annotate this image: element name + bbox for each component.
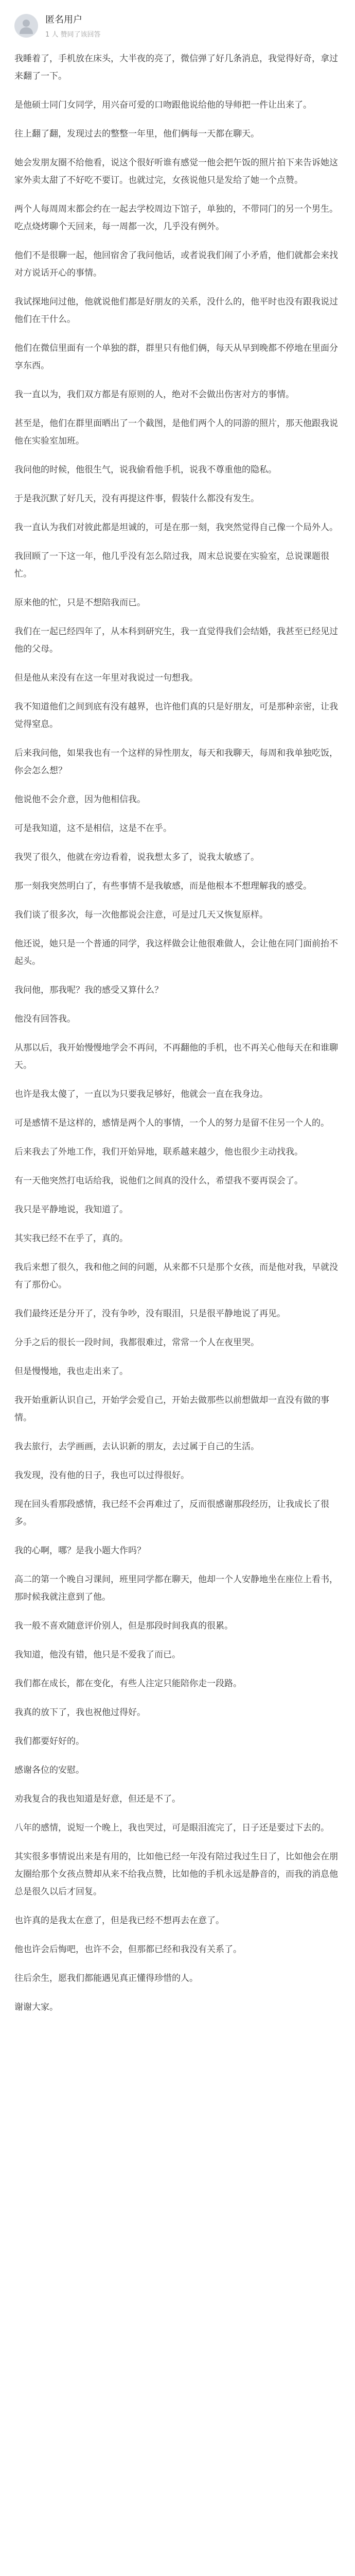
answer-paragraph: 我的心啊，哪？是我小题大作吗？ [14,1546,146,1556]
answer-paragraph: 她会发朋友圈不给他看，说这个很好听谁有感觉一他会把午饭的照片拍下来告诉她这家外卖太甜了不好吃不要订。也就过完，女孩说他只是发给了她一个点赞。 [14,158,338,185]
answer-paragraph: 是他硕士同门女同学，用兴奋可爱的口吻跟他说给他的导师把一件让出来了。 [14,100,312,110]
answer-paragraph: 我睡着了，手机放在床头，大半夜的亮了，微信弹了好几条消息，我觉得好奇，拿过来翻了一下。 [14,54,338,81]
answer-header [0,0,355,46]
answer-paragraph: 他说他不会介意，因为他相信我。 [14,794,146,805]
answer-paragraph: 我们谈了很多次，每一次他都说会注意，可是过几天又恢复原样。 [14,910,268,920]
anonymous-user-icon [17,17,35,35]
answer-paragraph: 我后来想了很久，我和他之间的问题，从来都不只是那个女孩，而是他对我，早就没有了那份心。 [14,1262,338,1290]
answer-paragraph: 甚至是，他们在群里面晒出了一个截图，是他们两个人的同游的照片，那天他跟我说他在实验室加班。 [14,418,338,446]
answer-paragraph: 高二的第一个晚自习课间，班里同学都在聊天，他却一个人安静地坐在座位上看书，那时候我就注意到了他。 [14,1574,338,1602]
answer-paragraph: 我一般不喜欢随意评价别人，但是那段时间我真的很累。 [14,1621,233,1631]
answer-paragraph: 于是我沉默了好几天，没有再提这件事，假装什么都没有发生。 [14,494,259,504]
answer-paragraph: 可是我知道，这不是相信，这是不在乎。 [14,823,172,834]
answer-paragraph: 他没有回答我。 [14,1014,76,1024]
answer-paragraph: 我们最终还是分开了，没有争吵，没有眼泪，只是很平静地说了再见。 [14,1309,286,1319]
answer-paragraph: 我只是平静地说，我知道了。 [14,1205,128,1215]
answer-paragraph: 分手之后的很长一段时间，我都很难过，常常一个人在夜里哭。 [14,1337,259,1348]
answer-paragraph: 两个人每周周末都会约在一起去学校周边下馆子，单独的，不带同门的另一个男生。吃点烧烤聊个天回来，每一周都一次，几乎没有例外。 [14,204,338,232]
answer-paragraph: 现在回头看那段感情，我已经不会再难过了，反而很感谢那段经历，让我成长了很多。 [14,1499,329,1527]
answer-paragraph: 他也许会后悔吧，也许不会，但那都已经和我没有关系了。 [14,1944,242,1955]
answer-paragraph: 我们在一起已经四年了，从本科到研究生，我一直觉得我们会结婚，我甚至已经见过他的父母。 [14,626,338,654]
answer-paragraph: 谢谢大家。 [14,2002,58,2012]
answer-paragraph: 后来我去了外地工作，我们开始异地，联系越来越少，他也很少主动找我。 [14,1147,303,1157]
answer-paragraph: 往上翻了翻，发现过去的整整一年里，他们俩每一天都在聊天。 [14,129,259,139]
answer-paragraph: 其实很多事情说出来是有用的，比如他已经一年没有陪过我过生日了，比如他会在朋友圈给那个女孩点赞却从来不给我点赞，比如他的手机永远是静音的，而我的消息他总是很久以后才回复。 [14,1852,338,1897]
answer-paragraph: 其实我已经不在乎了，真的。 [14,1233,128,1244]
answer-paragraph: 我问他，那我呢？我的感受又算什么？ [14,985,163,995]
answer-paragraph: 感谢各位的安慰。 [14,1765,84,1775]
answer-paragraph: 八年的感情，说短一个晚上，我也哭过，可是眼泪流完了，日子还是要过下去的。 [14,1823,329,1833]
answer-paragraph: 我们都要好好的。 [14,1736,84,1747]
answer-paragraph: 我不知道他们之间到底有没有越界，也许他们真的只是好朋友，可是那种亲密，让我觉得窒息。 [14,702,338,730]
answer-paragraph: 我回顾了一下这一年，他几乎没有怎么陪过我，周末总说要在实验室，总说课题很忙。 [14,551,329,579]
answer-paragraph: 我开始重新认识自己，开始学会爱自己，开始去做那些以前想做却一直没有做的事情。 [14,1395,329,1423]
answer-paragraph: 我试探地问过他，他就说他们都是好朋友的关系，没什么的，他平时也没有跟我说过他们在干什么。 [14,297,338,325]
answer-paragraph: 我真的放下了，我也祝他过得好。 [14,1707,146,1718]
answer-paragraph: 我一直以为，我们双方都是有原则的人，绝对不会做出伤害对方的事情。 [14,389,294,400]
answer-paragraph: 他们不是很聊一起，他回宿舍了我问他话，或者说我们闹了小矛盾，他们就都会来找对方说话开心的事情。 [14,250,338,278]
answer-paragraph: 劝我复合的我也知道是好意，但还是不了。 [14,1794,181,1804]
author-name[interactable]: 匿名用户 [45,14,82,25]
answer-paragraph: 也许是我太傻了，一直以为只要我足够好，他就会一直在我身边。 [14,1089,268,1099]
answer-paragraph: 我哭了很久，他就在旁边看着，说我想太多了，说我太敏感了。 [14,852,259,862]
answer-paragraph: 后来我问他，如果我也有一个这样的异性朋友，每天和我聊天，每周和我单独吃饭，你会怎么想？ [14,748,338,776]
answer-paragraph: 往后余生，愿我们都能遇见真正懂得珍惜的人。 [14,1973,198,1984]
answer-paragraph: 也许真的是我太在意了，但是我已经不想再去在意了。 [14,1916,224,1926]
answer-paragraph: 从那以后，我开始慢慢地学会不再问，不再翻他的手机，也不再关心他每天在和谁聊天。 [14,1043,338,1071]
answer-paragraph: 我去旅行，去学画画，去认识新的朋友，去过属于自己的生活。 [14,1442,259,1452]
upvote-count-text: 1 人 赞同了该回答 [45,31,101,39]
answer-paragraph: 但是慢慢地，我也走出来了。 [14,1366,128,1377]
answer-paragraph: 有一天他突然打电话给我，说他们之间真的没什么，希望我不要再误会了。 [14,1176,303,1186]
answer-paragraph: 但是他从来没有在这一年里对我说过一句想我。 [14,673,198,683]
answer-body [0,46,355,2048]
answer-paragraph: 我发现，没有他的日子，我也可以过得很好。 [14,1470,189,1481]
author-meta [45,12,101,39]
answer-paragraph: 可是感情不是这样的，感情是两个人的事情，一个人的努力是留不住另一个人的。 [14,1118,329,1128]
answer-paragraph: 他还说，她只是一个普通的同学，我这样做会让他很难做人，会让他在同门面前抬不起头。 [14,939,338,967]
answer-paragraph: 那一刻我突然明白了，有些事情不是我敏感，而是他根本不想理解我的感受。 [14,881,312,891]
answer-paragraph: 我问他的时候，他很生气，说我偷看他手机，说我不尊重他的隐私。 [14,465,277,475]
answer-paragraph: 我们都在成长，都在变化，有些人注定只能陪你走一段路。 [14,1679,242,1689]
avatar[interactable] [14,14,38,38]
answer-paragraph: 我知道，他没有错，他只是不爱我了而已。 [14,1650,181,1660]
answer-paragraph: 我一直认为我们对彼此都是坦诚的，可是在那一刻，我突然觉得自己像一个局外人。 [14,522,338,533]
answer-paragraph: 他们在微信里面有一个单独的群，群里只有他们俩，每天从早到晚都不停地在里面分享东西。 [14,343,338,371]
answer-paragraph: 原来他的忙，只是不想陪我而已。 [14,598,146,608]
